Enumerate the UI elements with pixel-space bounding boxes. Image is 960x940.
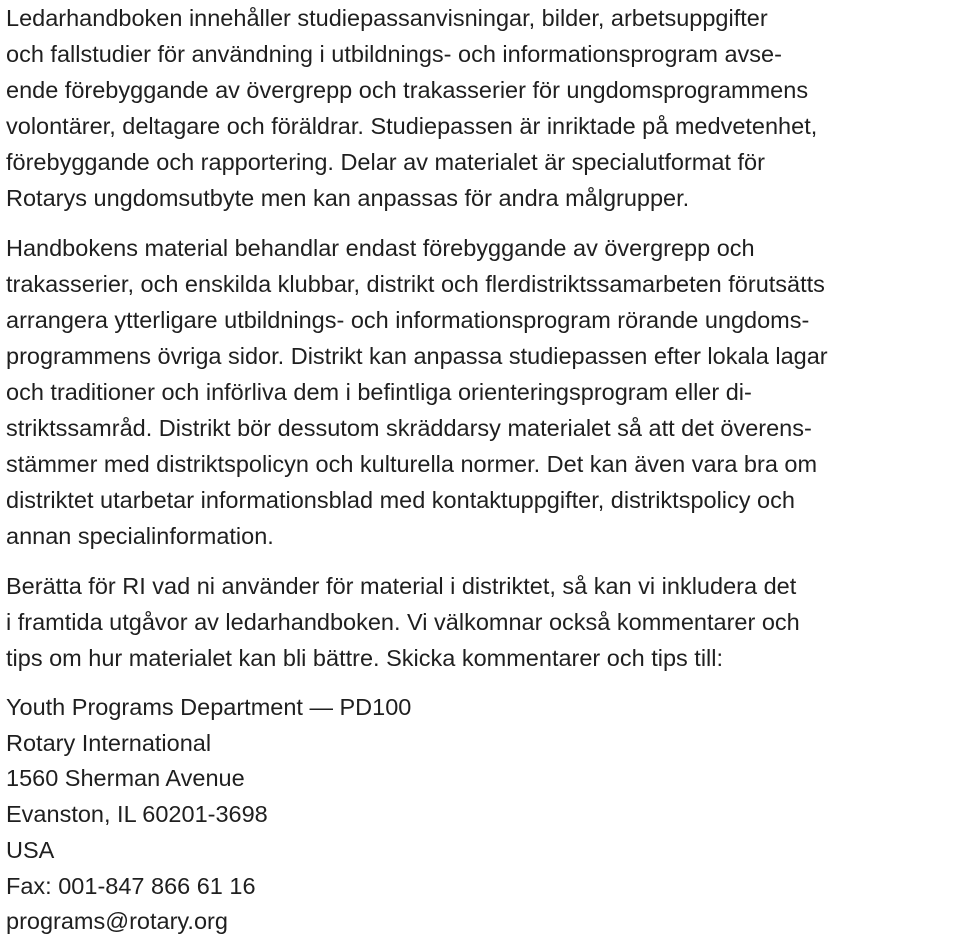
intro-paragraph xyxy=(6,0,954,216)
text-line: Rotarys ungdomsutbyte men kan anpassas för andra målgrupper. xyxy=(6,185,690,211)
text-line: volontärer, deltagare och föräldrar. Studiepassen är inriktade på medvetenhet, xyxy=(6,113,818,139)
address-organization: Rotary International xyxy=(6,729,212,756)
text-line: Ledarhandboken innehåller studiepassanvisningar, bilder, arbetsuppgifter xyxy=(6,5,768,31)
document-page xyxy=(6,0,954,940)
text-line: i framtida utgåvor av ledarhandboken. Vi välkomnar också kommentarer och xyxy=(6,609,800,635)
contact-address xyxy=(6,690,954,940)
text-line: trakasserier, och enskilda klubbar, distrikt och flerdistriktssamarbeten förutsätts xyxy=(6,271,825,297)
text-line: distriktet utarbetar informationsblad med kontaktuppgifter, distriktspolicy och xyxy=(6,487,795,513)
address-country: USA xyxy=(6,836,55,863)
text-line: stämmer med distriktspolicyn och kulturella normer. Det kan även vara bra om xyxy=(6,451,818,477)
address-city: Evanston, IL 60201-3698 xyxy=(6,801,268,828)
text-line: ende förebyggande av övergrepp och trakasserier för ungdomsprogrammens xyxy=(6,77,809,103)
text-line: och fallstudier för användning i utbildnings- och informationsprogram avse- xyxy=(6,41,782,67)
address-department: Youth Programs Department — PD100 xyxy=(6,694,412,720)
address-email: programs@rotary.org xyxy=(6,908,228,935)
paragraph-spacer xyxy=(6,554,954,568)
text-line: striktssamråd. Distrikt bör dessutom skräddarsy materialet så att det överens- xyxy=(6,415,812,441)
paragraph-spacer xyxy=(6,216,954,230)
text-line: Berätta för RI vad ni använder för material i distriktet, så kan vi inkludera det xyxy=(6,573,797,599)
address-street: 1560 Sherman Avenue xyxy=(6,765,245,792)
address-fax: Fax: 001-847 866 61 16 xyxy=(6,872,256,899)
text-line: programmens övriga sidor. Distrikt kan anpassa studiepassen efter lokala lagar xyxy=(6,343,828,369)
text-line: arrangera ytterligare utbildnings- och informationsprogram rörande ungdoms- xyxy=(6,307,810,333)
feedback-paragraph xyxy=(6,568,954,676)
text-line: förebyggande och rapportering. Delar av materialet är specialutformat för xyxy=(6,149,765,175)
text-line: och traditioner och införliva dem i befintliga orienteringsprogram eller di- xyxy=(6,379,752,405)
scope-paragraph xyxy=(6,230,954,554)
text-line: annan specialinformation. xyxy=(6,523,274,549)
paragraph-spacer xyxy=(6,676,954,690)
text-line: Handbokens material behandlar endast förebyggande av övergrepp och xyxy=(6,235,755,261)
text-line: tips om hur materialet kan bli bättre. Skicka kommentarer och tips till: xyxy=(6,645,724,671)
